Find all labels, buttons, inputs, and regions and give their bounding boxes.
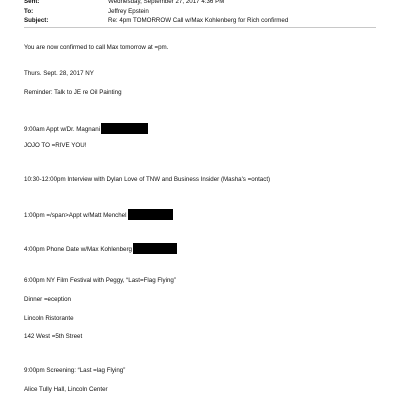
redaction-bar — [101, 123, 148, 134]
subject-label: Subject: — [24, 17, 49, 24]
to-label: To: — [24, 8, 34, 15]
sent-label: Sent: — [24, 0, 40, 5]
appointment-menchel — [24, 209, 173, 220]
to-row — [24, 8, 149, 15]
redaction-bar — [128, 209, 173, 220]
phone-date-line — [24, 243, 177, 254]
subject-value: Re: 4pm TOMORROW Call w/Max Kohlenberg for Rich confirmed — [108, 17, 289, 24]
sent-row — [24, 0, 224, 5]
screening-line: 9:00pm Screening: “Last =lag Flying” — [24, 367, 126, 374]
reminder-line: Reminder: Talk to JE re Oil Painting — [24, 89, 122, 96]
appointment-magnani-text: 9:00am Appt w/Dr. Magnani — [24, 126, 101, 133]
redaction-bar — [133, 243, 177, 254]
date-line: Thurs. Sept. 28, 2017 NY — [24, 70, 94, 77]
appointment-menchel-text: 1:00pm =/span>Appt w/Matt Menchel — [24, 212, 127, 219]
subject-row — [24, 17, 288, 24]
phone-date-text: 4:00pm Phone Date w/Max Kohlenberg — [24, 246, 133, 253]
jojo-line: JOJO TO =RIVE YOU! — [24, 142, 87, 149]
address-line: 142 West =5th Street — [24, 333, 83, 340]
dinner-line: Dinner =eception — [24, 296, 71, 303]
to-value: Jeffrey Epstein — [108, 8, 149, 15]
venue-line: Lincoln Ristorante — [24, 315, 74, 322]
hall-line: Alice Tully Hall, Lincoln Center — [24, 386, 108, 393]
sent-value: Wednesday, September 27, 2017 4:36 PM — [108, 0, 225, 5]
header-divider — [24, 27, 376, 28]
confirmation-text: You are now confirmed to call Max tomorrow at =pm. — [24, 44, 169, 51]
interview-line: 10:30-12:00pm Interview with Dylan Love of TNW and Business Insider (Masha's =ontact) — [24, 176, 271, 183]
appointment-magnani — [24, 123, 148, 134]
film-festival-line: 6:00pm NY Film Festival with Peggy, “Last=Flag Flying” — [24, 277, 176, 284]
